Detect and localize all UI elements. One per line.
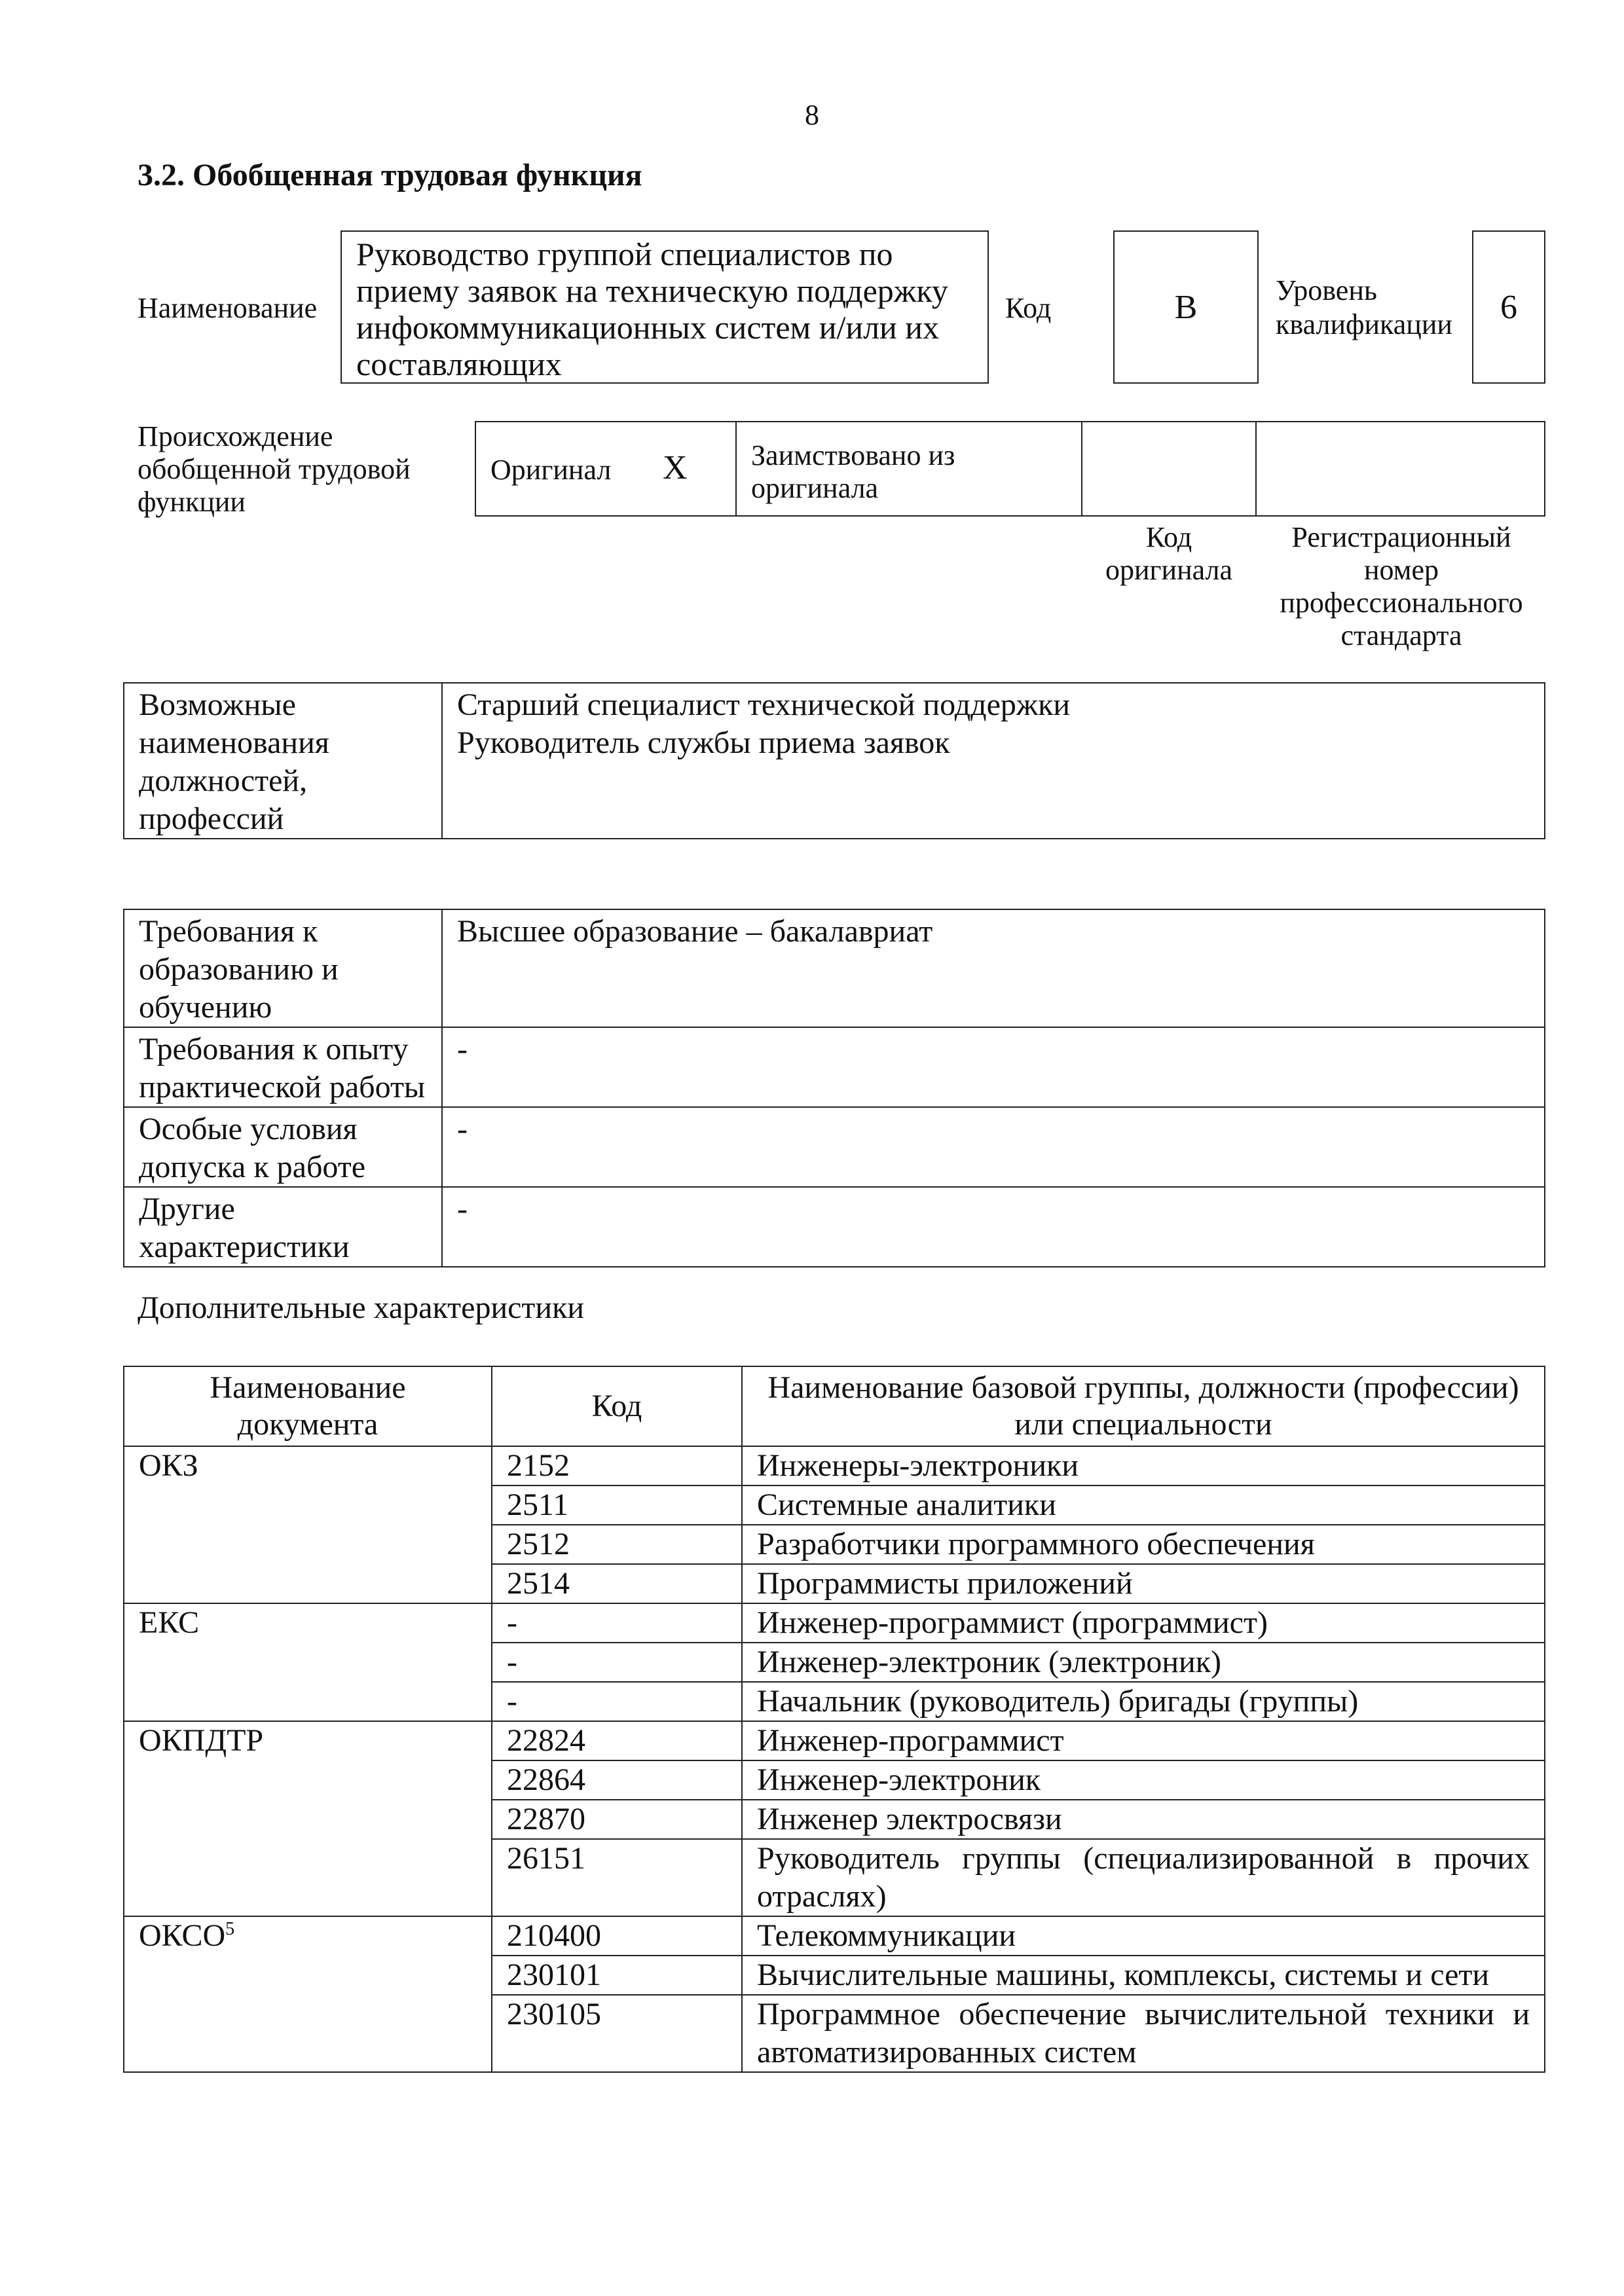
group-name-cell: Инженер электросвязи [742, 1800, 1545, 1839]
doc-name-cell [124, 1446, 492, 1603]
name-value-box [341, 230, 989, 384]
borrowed-cell [735, 421, 1082, 517]
code-cell: 2152 [492, 1446, 742, 1485]
original-mark: X [663, 449, 688, 486]
code-label: Код [1005, 292, 1052, 324]
doc-name: ЕКС [139, 1605, 200, 1640]
page-number: 8 [805, 99, 819, 131]
positions-values [442, 683, 1545, 839]
code-cell: 2511 [492, 1485, 742, 1525]
code-cell: 22864 [492, 1760, 742, 1800]
doc-name: ОКЗ [139, 1448, 198, 1483]
doc-footnote-mark: 5 [225, 1919, 235, 1939]
code-cell: 2514 [492, 1564, 742, 1603]
name-value: Руководство группой специалистов по приему заявок на техническую поддержку инфокоммуникационных систем и/или их составляющих [356, 236, 948, 382]
group-name-cell: Вычислительные машины, комплексы, системы и сети [742, 1956, 1545, 1995]
req-value: - [442, 1107, 1545, 1187]
req-value: Высшее образование – бакалавриат [442, 909, 1545, 1027]
origin-code-cell [1081, 421, 1257, 517]
req-label: Требования к образованию и обучению [124, 909, 442, 1027]
code-cell: - [492, 1682, 742, 1721]
group-name-cell: Программное обеспечение вычислительной техники и автоматизированных систем [742, 1995, 1545, 2072]
req-label: Требования к опыту практической работы [124, 1027, 442, 1107]
additional-header-row [124, 1366, 1545, 1446]
group-name-cell: Инженеры-электроники [742, 1446, 1545, 1485]
header-group-name: Наименование базовой группы, должности (профессии) или специальности [742, 1366, 1545, 1446]
requirements-table [123, 909, 1545, 1267]
origin-label: Происхождение обобщенной трудовой функции [138, 420, 411, 518]
additional-title: Дополнительные характеристики [138, 1290, 585, 1325]
req-label: Особые условия допуска к работе [124, 1107, 442, 1187]
level-value-box [1472, 230, 1545, 384]
positions-table [123, 682, 1545, 839]
positions-label: Возможные наименования должностей, профессий [124, 683, 442, 839]
position-item: Руководитель службы приема заявок [457, 725, 950, 760]
req-label: Другие характеристики [124, 1187, 442, 1267]
doc-name-cell [124, 1916, 492, 2072]
code-cell: 22870 [492, 1800, 742, 1839]
original-label: Оригинал [490, 454, 612, 486]
doc-name: ОКСО [139, 1918, 226, 1953]
level-value: 6 [1500, 288, 1517, 326]
caption-origin-code: Код оригинала [1105, 521, 1233, 586]
header-doc: Наименование документа [124, 1366, 492, 1446]
req-value: - [442, 1027, 1545, 1107]
group-name-cell: Телекоммуникации [742, 1916, 1545, 1956]
doc-name-cell [124, 1603, 492, 1721]
level-label: Уровень квалификации [1276, 274, 1452, 340]
code-cell: 2512 [492, 1525, 742, 1564]
code-cell: - [492, 1643, 742, 1682]
original-cell [475, 421, 737, 517]
code-value: B [1174, 288, 1198, 326]
code-cell: 26151 [492, 1839, 742, 1916]
caption-reg-number: Регистрационный номер профессионального стандарта [1280, 521, 1523, 651]
table-row [124, 1603, 1545, 1643]
group-name-cell: Руководитель группы (специализированной в прочих отраслях) [742, 1839, 1545, 1916]
group-name-cell: Инженер-электроник [742, 1760, 1545, 1800]
group-name-cell: Системные аналитики [742, 1485, 1545, 1525]
table-row [124, 1721, 1545, 1760]
code-cell: 230101 [492, 1956, 742, 1995]
borrowed-label: Заимствовано из оригинала [751, 439, 955, 504]
table-row [124, 1916, 1545, 1956]
group-name-cell: Инженер-программист [742, 1721, 1545, 1760]
name-label: Наименование [138, 292, 318, 324]
group-name-cell: Инженер-электроник (электроник) [742, 1643, 1545, 1682]
additional-table [123, 1366, 1545, 2073]
origin-reg-cell [1255, 421, 1545, 517]
header-code: Код [492, 1366, 742, 1446]
doc-name: ОКПДТР [139, 1723, 264, 1758]
req-value: - [442, 1187, 1545, 1267]
section-title: 3.2. Обобщенная трудовая функция [138, 158, 642, 192]
code-cell: 230105 [492, 1995, 742, 2072]
group-name-cell: Инженер-программист (программист) [742, 1603, 1545, 1643]
doc-name-cell [124, 1721, 492, 1916]
code-cell: 210400 [492, 1916, 742, 1956]
code-value-box [1113, 230, 1259, 384]
group-name-cell: Разработчики программного обеспечения [742, 1525, 1545, 1564]
table-row [124, 1446, 1545, 1485]
code-cell: 22824 [492, 1721, 742, 1760]
code-cell: - [492, 1603, 742, 1643]
position-item: Старший специалист технической поддержки [457, 687, 1071, 722]
group-name-cell: Начальник (руководитель) бригады (группы) [742, 1682, 1545, 1721]
group-name-cell: Программисты приложений [742, 1564, 1545, 1603]
